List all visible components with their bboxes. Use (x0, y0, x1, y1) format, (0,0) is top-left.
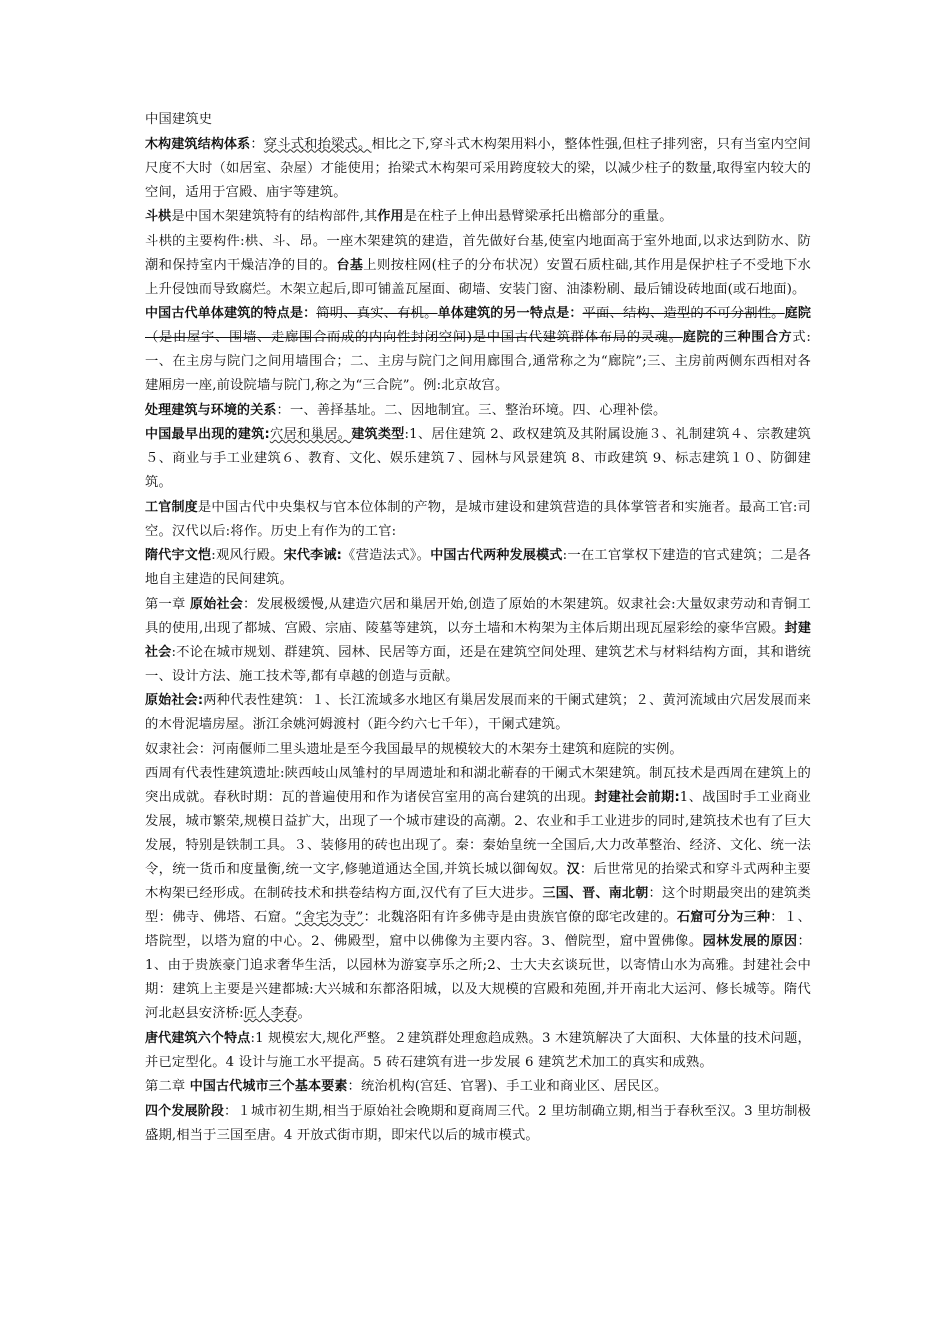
text-run: 第一章 (145, 596, 191, 612)
paragraph (145, 205, 811, 229)
bold-term: 中国古代两种发展模式 (430, 548, 563, 563)
text-run: :1、居住建筑 2、政权建筑及其附属设施３、礼制建筑４、宗教建筑５、商业与手工业建筑６、教育、文化、娱乐建筑７、园林与风景建筑 8、市政建筑 9、标志建筑１０、防御建筑。 (145, 427, 811, 490)
bold-term: 木构建筑结构体系 (145, 136, 251, 152)
paragraph (145, 496, 811, 544)
bold-term: 中国古代城市三个基本要素 (189, 1079, 348, 1094)
paragraph (145, 1027, 811, 1075)
paragraph (145, 1075, 811, 1099)
bold-term: 单体建筑的另一特点是： (437, 306, 583, 321)
bold-term: 建筑类型 (351, 427, 405, 442)
bold-term: 作用 (377, 209, 404, 224)
bold-term: 原始社会: (145, 693, 204, 708)
paragraph (145, 738, 811, 762)
text-run: ：一、善择基址。二、因地制宜。三、整治环境。四、心理补偿。 (276, 402, 667, 418)
document-body (145, 133, 811, 1148)
bold-term: 原始社会 (190, 596, 243, 612)
underlined-text: 穿斗式和抬梁式。 (263, 136, 372, 152)
text-run: ：发展极缓慢,从建造穴居和巢居开始,创造了原始的木架建筑。奴隶社会:大量奴隶劳动和青铜工具的使用,出现了都城、宫殿、宗庙、陵墓等建筑，以夯土墙和木构架为主体后期出现瓦屋彩绘的豪华宫殿。 (145, 596, 811, 636)
text-run: 两种代表性建筑：１、长江流域多水地区有巢居发展而来的干阑式建筑；２、黄河流域由穴居发展而来的木骨泥墙房屋。浙江余姚河姆渡村（距今约六七千年），干阑式建筑。 (145, 693, 812, 732)
text-run: 斗栱的主要构件:栱、斗、昂。一座木架建筑的建造，首先做好台基,使室内地面高于室外地面,以求达到防水、防潮和保持室内干燥洁净的目的。 (145, 233, 811, 273)
paragraph (145, 133, 811, 205)
text-run: ：１城市初生期,相当于原始社会晚期和夏商周三代。2 里坊制确立期,相当于春秋至汉。3 里坊制极盛期,相当于三国至唐。4 开放式街市期，即宋代以后的城市模式。 (145, 1103, 811, 1143)
text-run: :不论在城市规划、群建筑、园林、民居等方面，还是在建筑空间处理、建筑艺术与材料结构方面，其和谐统一、设计方法、施工技术等,都有卓越的创造与贡献。 (145, 644, 811, 684)
text-run: 奴隶社会：河南偃师二里头遗址是至今我国最早的规模较大的木架夯土建筑和庭院的实例。 (145, 741, 683, 757)
text-run: 是中国古代中央集权与官本位体制的产物，是城市建设和建筑营造的具体掌管者和实施者。最高工官:司空。汉代以后:将作。历史上有作为的工官: (145, 499, 811, 539)
bold-term: 庭院 (784, 306, 811, 321)
paragraph (145, 544, 811, 592)
bold-term: 三国、晋、南北朝 (542, 886, 649, 901)
text-run: 是在柱子上伸出悬臂梁承托出檐部分的重量。 (403, 209, 673, 224)
paragraph (145, 593, 811, 689)
text-run: ：北魏洛阳有许多佛寺是由贵族官僚的邸宅改建的。 (363, 910, 677, 925)
underlined-text: 匠人李春 (243, 1006, 298, 1021)
strikethrough-text: （是由屋宇、围墙、走廊围合而成的内向性封闭空间)是中国古代建筑群体布局的灵魂。 (145, 330, 683, 345)
bold-term: 宋代李诫: (283, 548, 342, 563)
text-run: 第二章 (145, 1079, 190, 1094)
text-run: ：统治机构(宫廷、官署)、手工业和商业区、居民区。 (347, 1079, 668, 1094)
document-title: 中国建筑史 (145, 112, 213, 127)
underlined-text: 穴居和巢居。 (269, 427, 352, 442)
text-run: 式:一、在主房与院门之间用墙围合；二、主房与院门之间用廊围合,通常称之为“廊院”;三、主房前两侧东西相对各建厢房一座,前设院墙与院门,称之为“三合院”。例:北京故宫。 (145, 330, 812, 393)
text-run: ：1、由于贵族豪门追求奢华生活，以园林为游宴享乐之所;2、士大夫玄谈玩世，以寄情山水为高雅。封建社会中期：建筑上主要是兴建都城:大兴城和东都洛阳城，以及大规模的宫殿和苑囿,并开南北大运河、修长城等。隋代河北赵县安济桥: (145, 934, 811, 1021)
text-run: ：后世常见的抬梁式和穿斗式两种主要木构架已经形成。在制砖技术和拱卷结构方面,汉代有了巨大进步。 (145, 862, 811, 901)
bold-term: 中国最早出现的建筑: (145, 427, 270, 442)
text-run: 西周有代表性建筑遗址:陕西岐山凤雏村的早周遗址和和湖北蕲春的干阑式木架建筑。制瓦技术是西周在建筑上的突出成就。春秋时期：瓦的普遍使用和作为诸侯宫室用的高台建筑的出现。 (145, 766, 811, 805)
text-run: 上则按柱网(柱子的分布状况）安置石质柱础,其作用是保护柱子不受地下水上升侵蚀而导致腐烂。木架立起后,即可铺盖瓦屋面、砌墙、安装门窗、油漆粉刷、最后铺设砖地面(或石地面)。 (145, 257, 811, 297)
text-run: :观风行殿。 (211, 548, 284, 563)
paragraph (145, 1100, 811, 1148)
bold-term: 处理建筑与环境的关系 (145, 402, 277, 418)
bold-term: 斗栱 (145, 209, 172, 224)
paragraph (145, 399, 811, 423)
document-page (145, 108, 811, 1148)
bold-term: 汉 (566, 862, 580, 877)
text-run: :一在工官掌权下建造的官式建筑；二是各地自主建造的民间建筑。 (145, 548, 811, 587)
bold-term: 石窟可分为三种 (677, 910, 771, 925)
text-run: :1 规模宏大,规化严整。２建筑群处理愈趋成熟。3 木建筑解决了大面积、大体量的技术问题，并已定型化。4 设计与施工水平提高。5 砖石建筑有进一步发展 6 建筑艺术加工的真实和成熟。 (145, 1030, 811, 1070)
paragraph (145, 302, 811, 398)
bold-term: 封建社会前期: (594, 790, 680, 805)
text-run: ： (250, 136, 264, 152)
bold-term: 四个发展阶段 (145, 1103, 225, 1119)
bold-term: 唐代建筑六个特点 (145, 1030, 251, 1046)
bold-term: 中国古代单体建筑的特点是： (145, 306, 317, 321)
bold-term: 隋代宇文恺 (145, 548, 212, 563)
bold-term: 园林发展的原因 (702, 934, 798, 949)
bold-term: 台基 (336, 257, 364, 273)
paragraph (145, 762, 811, 1026)
bold-term: 庭院的三种围合方 (682, 330, 793, 345)
bold-term: 工官制度 (145, 499, 198, 515)
underlined-text: “舍宅为寺” (294, 910, 364, 925)
text-run: ：这个时期最突出的建筑类型：佛寺、佛塔、石窟。 (145, 886, 811, 925)
strikethrough-text: 简明、真实、有机。 (316, 306, 438, 321)
text-run: 相比之下,穿斗式木构架用料小，整体性强,但柱子排列密，只有当室内空间尺度不大时（如居室、杂屋）才能使用；抬梁式木构架可采用跨度较大的梁，以减少柱子的数量,取得室内较大的空间，适用于宫殿、庙宇等建筑。 (145, 136, 811, 200)
text-run: 《营造法式》。 (341, 548, 431, 563)
text-run: 。 (297, 1006, 312, 1021)
text-run: ：１、塔院型，以塔为窟的中心。2、佛殿型，窟中以佛像为主要内容。3、僧院型，窟中置佛像。 (145, 910, 811, 949)
paragraph (145, 230, 811, 302)
paragraph (145, 423, 811, 495)
bold-term: 封建社会 (145, 620, 811, 660)
strikethrough-text: 平面、结构、造型的不可分割性。 (582, 306, 785, 321)
text-run: 是中国木架建筑特有的结构部件,其 (171, 209, 378, 224)
text-run: 1、战国时手工业商业发展，城市繁荣,规模日益扩大，出现了一个城市建设的高潮。2、农业和手工业进步的同时,建筑技术也有了巨大发展，特别是铁制工具。３、装修用的砖也出现了。秦：秦始皇统一全国后,大力改革整治、经济、文化、统一法令，统一货币和度量衡,统一文字,修驰道通达全国,并筑长城以御匈奴。 (145, 790, 811, 877)
paragraph (145, 689, 811, 737)
